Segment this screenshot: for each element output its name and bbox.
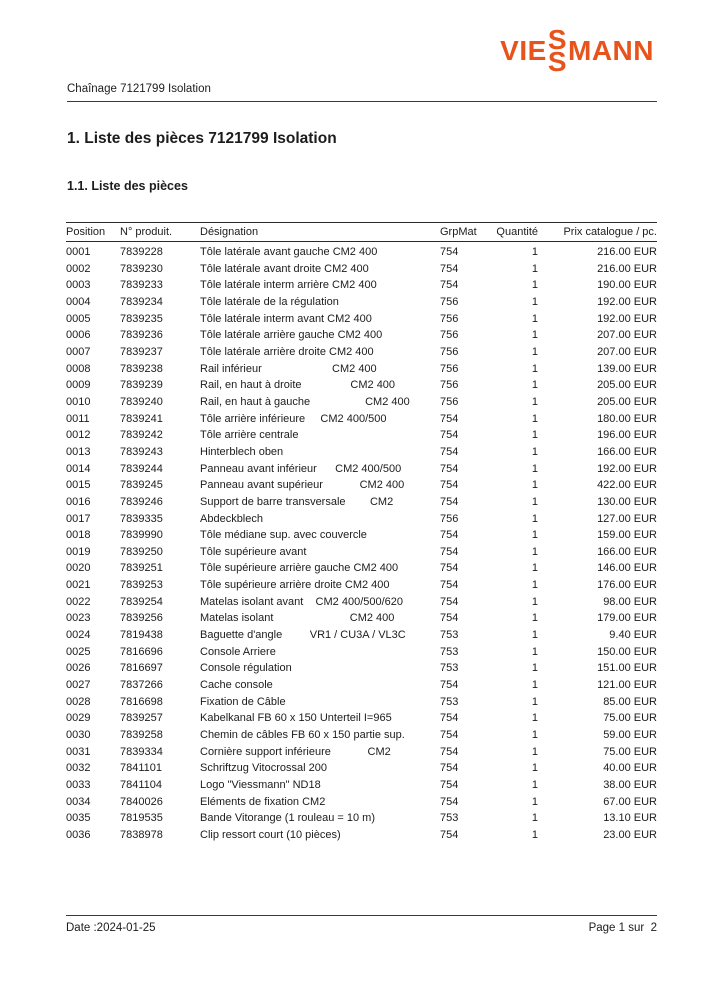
column-header: Désignation	[200, 226, 259, 238]
table-row	[66, 694, 657, 711]
cell-designation: Console Arriere	[200, 645, 276, 658]
cell-grpmat: 754	[440, 529, 459, 542]
cell-position: 0003	[66, 279, 91, 292]
cell-designation: Tôle arrière inférieure CM2 400/500	[200, 412, 387, 425]
cell-quantity: 1	[531, 745, 538, 758]
cell-price: 192.00 EUR	[597, 295, 657, 308]
cell-designation: Tôle latérale arrière droite CM2 400	[200, 345, 374, 358]
cell-position: 0013	[66, 445, 91, 458]
cell-designation: Panneau avant supérieur CM2 400	[200, 479, 405, 492]
cell-designation: Tôle médiane sup. avec couvercle	[200, 529, 367, 542]
cell-grpmat: 753	[440, 629, 459, 642]
table-row	[66, 444, 657, 461]
cell-grpmat: 754	[440, 262, 459, 275]
cell-position: 0028	[66, 695, 91, 708]
cell-quantity: 1	[531, 828, 538, 841]
cell-price: 205.00 EUR	[597, 395, 657, 408]
cell-quantity: 1	[531, 295, 538, 308]
cell-designation: Schriftzug Vitocrossal 200	[200, 762, 327, 775]
cell-designation: Clip ressort court (10 pièces)	[200, 828, 341, 841]
cell-product: 7839258	[120, 729, 163, 742]
logo-s-bottom: S	[547, 45, 567, 77]
cell-price: 38.00 EUR	[603, 779, 657, 791]
cell-position: 0014	[66, 462, 91, 475]
cell-product: 7839244	[120, 462, 163, 475]
viessmann-logo	[500, 24, 654, 77]
cell-designation: Chemin de câbles FB 60 x 150 partie sup.	[200, 729, 405, 742]
cell-designation: Support de barre transversale CM2	[200, 495, 394, 508]
cell-price: 146.00 EUR	[597, 562, 657, 575]
cell-grpmat: 753	[440, 812, 459, 825]
cell-designation: Tôle latérale interm avant CM2 400	[200, 312, 372, 325]
cell-price: 59.00 EUR	[603, 729, 657, 742]
cell-quantity: 1	[531, 679, 538, 692]
cell-product: 7839233	[120, 279, 163, 292]
cell-quantity: 1	[531, 762, 538, 775]
cell-position: 0010	[66, 395, 91, 408]
cell-product: 7839243	[120, 445, 163, 458]
cell-quantity: 1	[531, 495, 538, 508]
cell-position: 0026	[66, 662, 91, 675]
table-row	[66, 427, 657, 444]
cell-price: 166.00 EUR	[597, 445, 657, 458]
cell-grpmat: 754	[440, 495, 459, 508]
cell-quantity: 1	[531, 279, 538, 292]
cell-grpmat: 753	[440, 662, 459, 675]
column-header: Quantité	[496, 226, 538, 238]
cell-product: 7839334	[120, 745, 163, 758]
table-row	[66, 294, 657, 311]
cell-product: 7839240	[120, 395, 163, 408]
table-row	[66, 344, 657, 361]
cell-product: 7841101	[120, 762, 163, 775]
cell-product: 7841104	[120, 779, 163, 791]
cell-designation: Bande Vitorange (1 rouleau = 10 m)	[200, 812, 375, 825]
cell-price: 127.00 EUR	[597, 512, 657, 525]
cell-position: 0033	[66, 779, 91, 791]
cell-designation: Tôle supérieure arrière droite CM2 400	[200, 579, 390, 592]
logo-double-s	[547, 24, 567, 77]
cell-grpmat: 754	[440, 246, 459, 258]
cell-position: 0019	[66, 545, 91, 558]
cell-product: 7816696	[120, 645, 163, 658]
cell-grpmat: 754	[440, 412, 459, 425]
cell-designation: Matelas isolant CM2 400	[200, 612, 395, 625]
cell-price: 159.00 EUR	[597, 529, 657, 542]
cell-quantity: 1	[531, 529, 538, 542]
cell-quantity: 1	[531, 262, 538, 275]
table-row	[66, 544, 657, 561]
cell-grpmat: 754	[440, 745, 459, 758]
cell-price: 192.00 EUR	[597, 312, 657, 325]
cell-price: 207.00 EUR	[597, 345, 657, 358]
cell-quantity: 1	[531, 579, 538, 592]
cell-price: 207.00 EUR	[597, 329, 657, 342]
cell-quantity: 1	[531, 695, 538, 708]
cell-quantity: 1	[531, 412, 538, 425]
cell-quantity: 1	[531, 545, 538, 558]
cell-grpmat: 756	[440, 512, 459, 525]
cell-grpmat: 754	[440, 828, 459, 841]
cell-position: 0027	[66, 679, 91, 692]
cell-designation: Tôle latérale avant droite CM2 400	[200, 262, 369, 275]
cell-price: 205.00 EUR	[597, 379, 657, 392]
cell-product: 7819535	[120, 812, 163, 825]
subsection-title: 1.1. Liste des pièces	[67, 179, 188, 193]
cell-grpmat: 754	[440, 429, 459, 442]
cell-price: 40.00 EUR	[603, 762, 657, 775]
table-row	[66, 327, 657, 344]
cell-grpmat: 754	[440, 712, 459, 725]
cell-product: 7839228	[120, 246, 163, 258]
table-row	[66, 394, 657, 411]
cell-grpmat: 754	[440, 795, 459, 808]
cell-grpmat: 756	[440, 295, 459, 308]
table-row	[66, 494, 657, 511]
cell-quantity: 1	[531, 645, 538, 658]
cell-designation: Abdeckblech	[200, 512, 263, 525]
cell-quantity: 1	[531, 246, 538, 258]
column-header: N° produit.	[120, 226, 173, 238]
cell-designation: Tôle latérale interm arrière CM2 400	[200, 279, 377, 292]
cell-position: 0001	[66, 246, 91, 258]
cell-grpmat: 754	[440, 445, 459, 458]
table-row	[66, 827, 657, 844]
cell-position: 0008	[66, 362, 91, 375]
column-header: Position	[66, 226, 106, 238]
cell-grpmat: 753	[440, 695, 459, 708]
cell-grpmat: 754	[440, 279, 459, 292]
cell-grpmat: 753	[440, 645, 459, 658]
table-row	[66, 577, 657, 594]
cell-price: 176.00 EUR	[597, 579, 657, 592]
cell-quantity: 1	[531, 329, 538, 342]
cell-product: 7839254	[120, 595, 163, 608]
cell-grpmat: 754	[440, 779, 459, 791]
cell-position: 0017	[66, 512, 91, 525]
cell-product: 7839238	[120, 362, 163, 375]
table-row	[66, 710, 657, 727]
cell-price: 179.00 EUR	[597, 612, 657, 625]
cell-quantity: 1	[531, 729, 538, 742]
cell-product: 7839253	[120, 579, 163, 592]
logo-text-vie: VIE	[500, 34, 547, 66]
cell-price: 190.00 EUR	[597, 279, 657, 292]
cell-grpmat: 756	[440, 395, 459, 408]
cell-designation: Tôle arrière centrale	[200, 429, 299, 442]
cell-product: 7839257	[120, 712, 163, 725]
cell-product: 7839234	[120, 295, 163, 308]
table-header-row	[66, 223, 657, 242]
cell-grpmat: 756	[440, 345, 459, 358]
cell-position: 0029	[66, 712, 91, 725]
cell-quantity: 1	[531, 345, 538, 358]
cell-price: 216.00 EUR	[597, 246, 657, 258]
section-title: 1. Liste des pièces 7121799 Isolation	[67, 130, 337, 147]
cell-position: 0034	[66, 795, 91, 808]
cell-product: 7839256	[120, 612, 163, 625]
parts-table-body	[66, 242, 657, 844]
cell-designation: Logo "Viessmann" ND18	[200, 779, 321, 791]
parts-table	[66, 222, 657, 844]
cell-designation: Tôle latérale avant gauche CM2 400	[200, 246, 378, 258]
cell-quantity: 1	[531, 712, 538, 725]
logo-s-top: S	[547, 24, 567, 55]
cell-designation: Rail, en haut à gauche CM2 400	[200, 395, 410, 408]
cell-price: 139.00 EUR	[597, 362, 657, 375]
cell-product: 7840026	[120, 795, 163, 808]
document-footer	[66, 915, 657, 934]
cell-price: 166.00 EUR	[597, 545, 657, 558]
cell-product: 7839239	[120, 379, 163, 392]
table-row	[66, 311, 657, 328]
table-row	[66, 461, 657, 478]
cell-product: 7839251	[120, 562, 163, 575]
cell-grpmat: 756	[440, 379, 459, 392]
cell-quantity: 1	[531, 629, 538, 642]
cell-position: 0007	[66, 345, 91, 358]
table-row	[66, 627, 657, 644]
cell-position: 0004	[66, 295, 91, 308]
cell-designation: Rail, en haut à droite CM2 400	[200, 379, 396, 392]
cell-designation: Console régulation	[200, 662, 292, 675]
cell-position: 0020	[66, 562, 91, 575]
cell-designation: Matelas isolant avant CM2 400/500/620	[200, 595, 404, 608]
cell-product: 7839241	[120, 412, 163, 425]
cell-price: 151.00 EUR	[597, 662, 657, 675]
table-row	[66, 411, 657, 428]
cell-designation: Tôle supérieure arrière gauche CM2 400	[200, 562, 399, 575]
cell-price: 150.00 EUR	[597, 645, 657, 658]
cell-price: 75.00 EUR	[603, 712, 657, 725]
cell-price: 422.00 EUR	[597, 479, 657, 492]
cell-position: 0035	[66, 812, 91, 825]
footer-date: Date :2024-01-25	[66, 922, 156, 934]
cell-grpmat: 754	[440, 479, 459, 492]
cell-designation: Hinterblech oben	[200, 445, 284, 458]
cell-position: 0022	[66, 595, 91, 608]
table-row	[66, 727, 657, 744]
cell-quantity: 1	[531, 595, 538, 608]
cell-grpmat: 754	[440, 729, 459, 742]
cell-grpmat: 754	[440, 612, 459, 625]
cell-position: 0015	[66, 479, 91, 492]
cell-designation: Fixation de Câble	[200, 695, 286, 708]
table-row	[66, 377, 657, 394]
cell-price: 196.00 EUR	[597, 429, 657, 442]
cell-product: 7839230	[120, 262, 163, 275]
cell-price: 13.10 EUR	[603, 812, 657, 825]
table-row	[66, 677, 657, 694]
cell-quantity: 1	[531, 395, 538, 408]
cell-grpmat: 754	[440, 595, 459, 608]
cell-designation: Tôle latérale de la régulation	[200, 295, 339, 308]
cell-price: 98.00 EUR	[603, 595, 657, 608]
cell-quantity: 1	[531, 312, 538, 325]
table-row	[66, 777, 657, 794]
cell-grpmat: 756	[440, 329, 459, 342]
table-row	[66, 560, 657, 577]
cell-position: 0025	[66, 645, 91, 658]
table-row	[66, 644, 657, 661]
cell-product: 7839242	[120, 429, 163, 442]
table-row	[66, 744, 657, 761]
table-row	[66, 610, 657, 627]
cell-quantity: 1	[531, 379, 538, 392]
cell-position: 0006	[66, 329, 91, 342]
cell-quantity: 1	[531, 662, 538, 675]
cell-designation: Cache console	[200, 679, 273, 692]
document-header	[67, 83, 657, 102]
cell-position: 0009	[66, 379, 91, 392]
cell-grpmat: 756	[440, 312, 459, 325]
cell-price: 85.00 EUR	[603, 695, 657, 708]
table-row	[66, 261, 657, 278]
cell-product: 7839990	[120, 529, 163, 542]
column-header: GrpMat	[440, 226, 477, 238]
document-header-title: Chaînage 7121799 Isolation	[67, 83, 211, 95]
cell-position: 0012	[66, 429, 91, 442]
cell-grpmat: 754	[440, 545, 459, 558]
cell-price: 67.00 EUR	[603, 795, 657, 808]
cell-quantity: 1	[531, 445, 538, 458]
cell-quantity: 1	[531, 362, 538, 375]
cell-quantity: 1	[531, 779, 538, 791]
cell-price: 216.00 EUR	[597, 262, 657, 275]
cell-position: 0032	[66, 762, 91, 775]
cell-designation: Rail inférieur CM2 400	[200, 362, 377, 375]
cell-price: 180.00 EUR	[597, 412, 657, 425]
cell-product: 7839245	[120, 479, 163, 492]
cell-product: 7837266	[120, 679, 163, 692]
cell-product: 7839237	[120, 345, 163, 358]
cell-position: 0005	[66, 312, 91, 325]
column-header: Prix catalogue / pc.	[563, 226, 657, 238]
cell-price: 9.40 EUR	[609, 629, 657, 642]
cell-designation: Eléments de fixation CM2	[200, 795, 326, 808]
cell-grpmat: 754	[440, 579, 459, 592]
cell-position: 0002	[66, 262, 91, 275]
cell-position: 0016	[66, 495, 91, 508]
cell-grpmat: 756	[440, 362, 459, 375]
cell-grpmat: 754	[440, 562, 459, 575]
cell-position: 0018	[66, 529, 91, 542]
cell-product: 7839235	[120, 312, 163, 325]
cell-price: 121.00 EUR	[597, 679, 657, 692]
cell-quantity: 1	[531, 479, 538, 492]
cell-product: 7838978	[120, 828, 163, 841]
table-row	[66, 242, 657, 261]
table-row	[66, 810, 657, 827]
cell-designation: Baguette d'angle VR1 / CU3A / VL3C	[200, 629, 406, 642]
cell-designation: Tôle supérieure avant	[200, 545, 307, 558]
cell-position: 0024	[66, 629, 91, 642]
cell-product: 7839236	[120, 329, 163, 342]
cell-position: 0011	[66, 412, 90, 425]
cell-quantity: 1	[531, 512, 538, 525]
cell-position: 0023	[66, 612, 91, 625]
cell-position: 0021	[66, 579, 91, 592]
cell-grpmat: 754	[440, 762, 459, 775]
table-row	[66, 477, 657, 494]
logo-text-mann: MANN	[568, 34, 654, 66]
cell-product: 7816697	[120, 662, 163, 675]
cell-grpmat: 754	[440, 679, 459, 692]
cell-designation: Kabelkanal FB 60 x 150 Unterteil I=965	[200, 712, 392, 725]
cell-quantity: 1	[531, 562, 538, 575]
cell-quantity: 1	[531, 462, 538, 475]
table-row	[66, 511, 657, 528]
cell-product: 7816698	[120, 695, 163, 708]
cell-product: 7839246	[120, 495, 163, 508]
cell-product: 7819438	[120, 629, 163, 642]
table-row	[66, 277, 657, 294]
footer-page: Page 1 sur 2	[588, 922, 657, 934]
cell-quantity: 1	[531, 612, 538, 625]
cell-position: 0030	[66, 729, 91, 742]
table-row	[66, 527, 657, 544]
cell-price: 23.00 EUR	[603, 828, 657, 841]
table-row	[66, 660, 657, 677]
table-row	[66, 361, 657, 378]
cell-position: 0031	[66, 745, 91, 758]
cell-product: 7839250	[120, 545, 163, 558]
cell-designation: Cornière support inférieure CM2	[200, 745, 391, 758]
cell-price: 75.00 EUR	[603, 745, 657, 758]
table-row	[66, 760, 657, 777]
cell-designation: Panneau avant inférieur CM2 400/500	[200, 462, 402, 475]
table-row	[66, 794, 657, 811]
cell-quantity: 1	[531, 795, 538, 808]
cell-quantity: 1	[531, 429, 538, 442]
cell-price: 192.00 EUR	[597, 462, 657, 475]
cell-product: 7839335	[120, 512, 163, 525]
cell-price: 130.00 EUR	[597, 495, 657, 508]
cell-quantity: 1	[531, 812, 538, 825]
cell-designation: Tôle latérale arrière gauche CM2 400	[200, 329, 383, 342]
cell-grpmat: 754	[440, 462, 459, 475]
table-row	[66, 594, 657, 611]
cell-position: 0036	[66, 828, 91, 841]
